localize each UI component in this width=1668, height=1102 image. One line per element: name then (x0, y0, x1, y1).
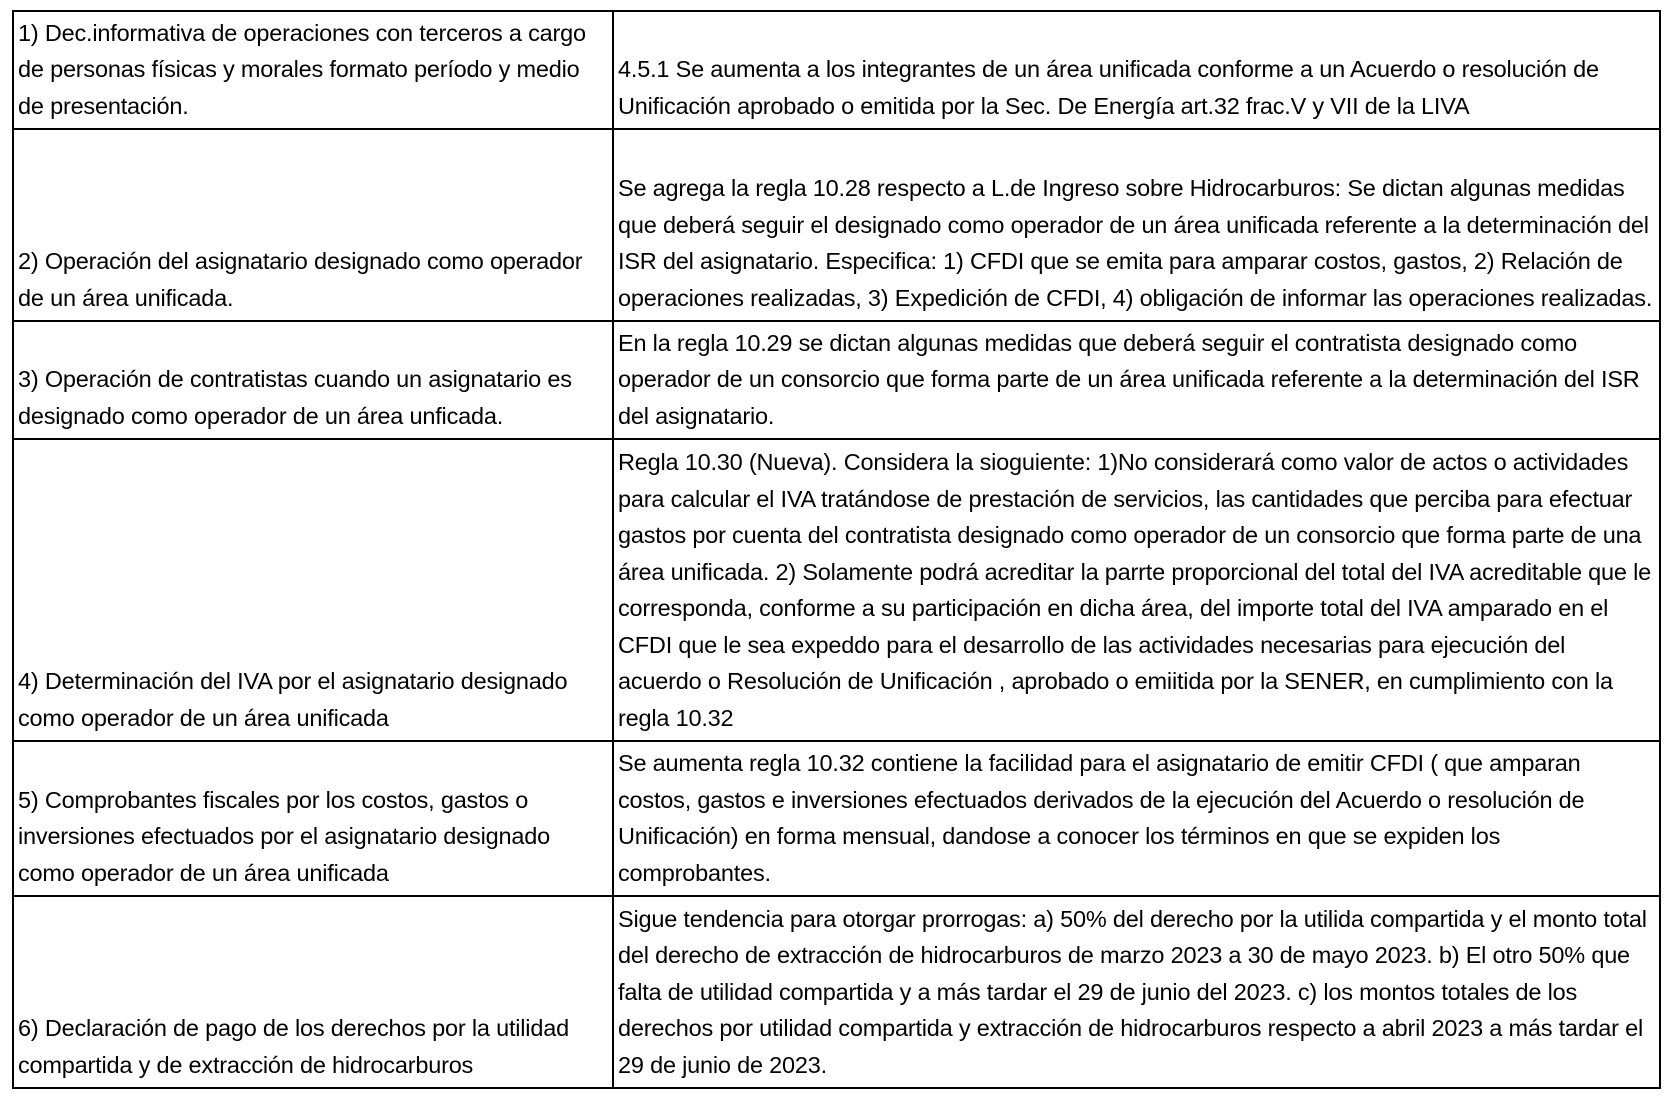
topic-cell[interactable] (13, 11, 613, 129)
detail-cell[interactable] (613, 321, 1660, 439)
detail-cell[interactable] (613, 741, 1660, 896)
topic-cell[interactable] (13, 896, 613, 1088)
table-row (13, 896, 1660, 1088)
table-row (13, 129, 1660, 321)
topic-text: 1) Dec.informativa de operaciones con terceros a cargo de personas físicas y morales formato período y medio de presentación. (18, 19, 586, 119)
table-row (13, 11, 1660, 129)
detail-text: Se agrega la regla 10.28 respecto a L.de Ingreso sobre Hidrocarburos: Se dictan algunas medidas que deberá seguir el designado como operador de un área unificada referente a la determinación del ISR del asignatario. Especifica: 1) CFDI que se emita para amparar costos, gastos, 2) Relación de operaciones realizadas, 3) Expedición de CFDI, 4) obligación de informar las operaciones realizadas. (618, 175, 1653, 311)
topic-cell[interactable] (13, 321, 613, 439)
table-row (13, 741, 1660, 896)
detail-text: Se aumenta regla 10.32 contiene la facilidad para el asignatario de emitir CFDI ( que amparan costos, gastos e inversiones efectuados derivados de la ejecución del Acuerdo o resolución de Unificación) en forma mensual, dandose a conocer los términos en que se expiden los comprobantes. (618, 750, 1585, 886)
topic-text: 5) Comprobantes fiscales por los costos, gastos o inversiones efectuados por el asignatario designado como operador de un área unificada (18, 786, 550, 886)
detail-cell[interactable] (613, 11, 1660, 129)
table-row (13, 321, 1660, 439)
detail-cell[interactable] (613, 129, 1660, 321)
topic-text: 3) Operación de contratistas cuando un asignatario es designado como operador de un área unficada. (18, 366, 572, 429)
topic-text: 6) Declaración de pago de los derechos por la utilidad compartida y de extracción de hidrocarburos (18, 1015, 569, 1078)
topic-cell[interactable] (13, 741, 613, 896)
table-row (13, 439, 1660, 741)
spreadsheet-table (12, 10, 1661, 1089)
topic-cell[interactable] (13, 439, 613, 741)
detail-text: Sigue tendencia para otorgar prorrogas: a) 50% del derecho por la utilida compartida y el monto total del derecho de extracción de hidrocarburos de marzo 2023 a 30 de mayo 2023. b) El otro 50% que falta de utilidad compartida y a más tardar el 29 de junio del 2023. c) los montos totales de los derechos por utilidad compartida y extracción de hidrocarburos respecto a abril 2023 a más tardar el 29 de junio de 2023. (618, 905, 1647, 1078)
detail-text: Regla 10.30 (Nueva). Considera la sioguiente: 1)No considerará como valor de actos o actividades para calcular el IVA tratándose de prestación de servicios, las cantidades que perciba para efectuar gastos por cuenta del contratista designado como operador de un consorcio que forma parte de una área unificada. 2) Solamente podrá acreditar la parrte proporcional del total del IVA acreditable que le corresponda, conforme a su participación en dicha área, del importe total del IVA amparado en el CFDI que le sea expeddo para el desarrollo de las actividades necesarias para ejecución del acuerdo o Resolución de Unificación , aprobado o emiitida por la SENER, en cumplimiento con la regla 10.32 (618, 449, 1651, 731)
detail-text: En la regla 10.29 se dictan algunas medidas que deberá seguir el contratista designado como operador de un consorcio que forma parte de un área unificada referente a la determinación del ISR del asignatario. (618, 329, 1640, 429)
topic-cell[interactable] (13, 129, 613, 321)
detail-cell[interactable] (613, 896, 1660, 1088)
topic-text: 4) Determinación del IVA por el asignatario designado como operador de un área unificada (18, 668, 568, 731)
topic-text: 2) Operación del asignatario designado como operador de un área unificada. (18, 248, 583, 311)
detail-cell[interactable] (613, 439, 1660, 741)
detail-text: 4.5.1 Se aumenta a los integrantes de un área unificada conforme a un Acuerdo o resolución de Unificación aprobado o emitida por la Sec. De Energía art.32 frac.V y VII de la LIVA (618, 56, 1599, 119)
